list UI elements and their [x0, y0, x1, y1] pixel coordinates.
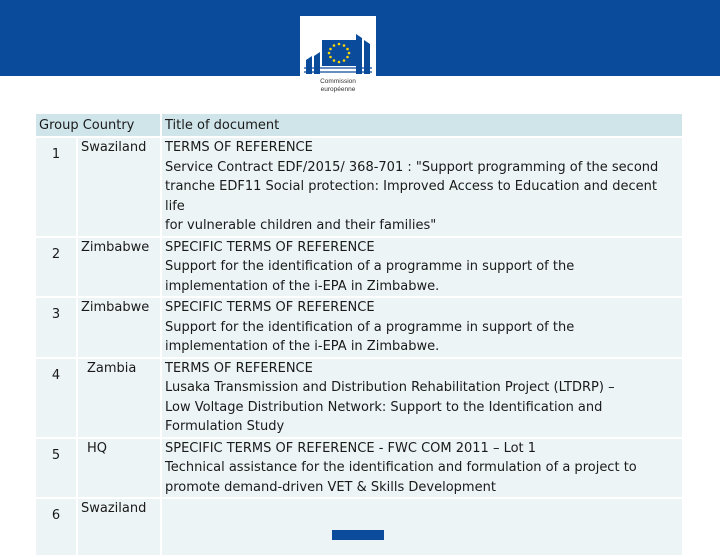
table-row: [36, 359, 682, 437]
table-row: [36, 499, 682, 555]
row-title-line: for vulnerable children and their families": [165, 218, 437, 233]
row-country: HQ: [78, 439, 160, 498]
eu-flag-building-icon: [300, 16, 376, 78]
row-title-line: Formulation Study: [165, 419, 285, 434]
row-title-cell: [162, 359, 682, 437]
table-header-row: [36, 114, 682, 136]
header-group-country: [36, 114, 160, 136]
row-country: Zimbabwe: [78, 238, 160, 297]
row-title-line: Service Contract EDF/2015/ 368-701 : "Support programming of the second: [165, 159, 659, 175]
row-group-number: 5: [36, 439, 76, 498]
row-group-number: 4: [36, 359, 76, 437]
row-country: Swaziland: [78, 138, 160, 236]
row-title-cell: [162, 238, 682, 297]
footer-tab: [332, 530, 384, 540]
row-title-line: tranche EDF11 Social protection: Improved Access to Education and decent life: [165, 179, 657, 214]
row-title-cell: [162, 499, 682, 555]
row-title: SPECIFIC TERMS OF REFERENCE: [165, 239, 375, 255]
table-row: [36, 138, 682, 236]
table-row: [36, 439, 682, 498]
row-title-line: Support for the identification of a programme in support of the: [165, 259, 575, 274]
row-title-line: Low Voltage Distribution Network: Support to the Identification and: [165, 399, 603, 415]
row-group-number: 2: [36, 238, 76, 297]
logo-text-line2: européenne: [320, 86, 356, 93]
row-title: SPECIFIC TERMS OF REFERENCE: [165, 300, 375, 315]
logo-text-line1: Commission: [320, 78, 356, 85]
row-title: TERMS OF REFERENCE: [165, 360, 313, 376]
row-title-line: Lusaka Transmission and Distribution Rehabilitation Project (LTDRP) –: [165, 380, 615, 395]
row-title-cell: [162, 138, 682, 236]
table-row: [36, 298, 682, 357]
logo-text: [300, 78, 376, 94]
row-title: SPECIFIC TERMS OF REFERENCE - FWC COM 2011 – Lot 1: [165, 440, 537, 456]
header-country: Country: [82, 117, 135, 133]
header-title: Title of document: [162, 114, 682, 136]
row-country: Zimbabwe: [78, 298, 160, 357]
row-title-line: implementation of the i-EPA in Zimbabwe.: [165, 339, 440, 354]
commission-logo: [300, 16, 376, 104]
row-group-number: 6: [36, 499, 76, 555]
row-group-number: 1: [36, 138, 76, 236]
row-country: Swaziland: [78, 499, 160, 555]
row-title-cell: [162, 439, 682, 498]
row-title-cell: [162, 298, 682, 357]
row-title-line: Technical assistance for the identification and formulation of a project to: [165, 460, 637, 475]
documents-table: [34, 112, 684, 557]
row-title-line: promote demand-driven VET & Skills Development: [165, 479, 496, 495]
row-title-line: Support for the identification of a programme in support of the: [165, 319, 575, 335]
row-title-line: implementation of the i-EPA in Zimbabwe.: [165, 278, 440, 294]
header-group: Group: [39, 117, 79, 133]
row-title: TERMS OF REFERENCE: [165, 140, 313, 155]
row-group-number: 3: [36, 298, 76, 357]
row-country: Zambia: [78, 359, 160, 437]
table-row: [36, 238, 682, 297]
